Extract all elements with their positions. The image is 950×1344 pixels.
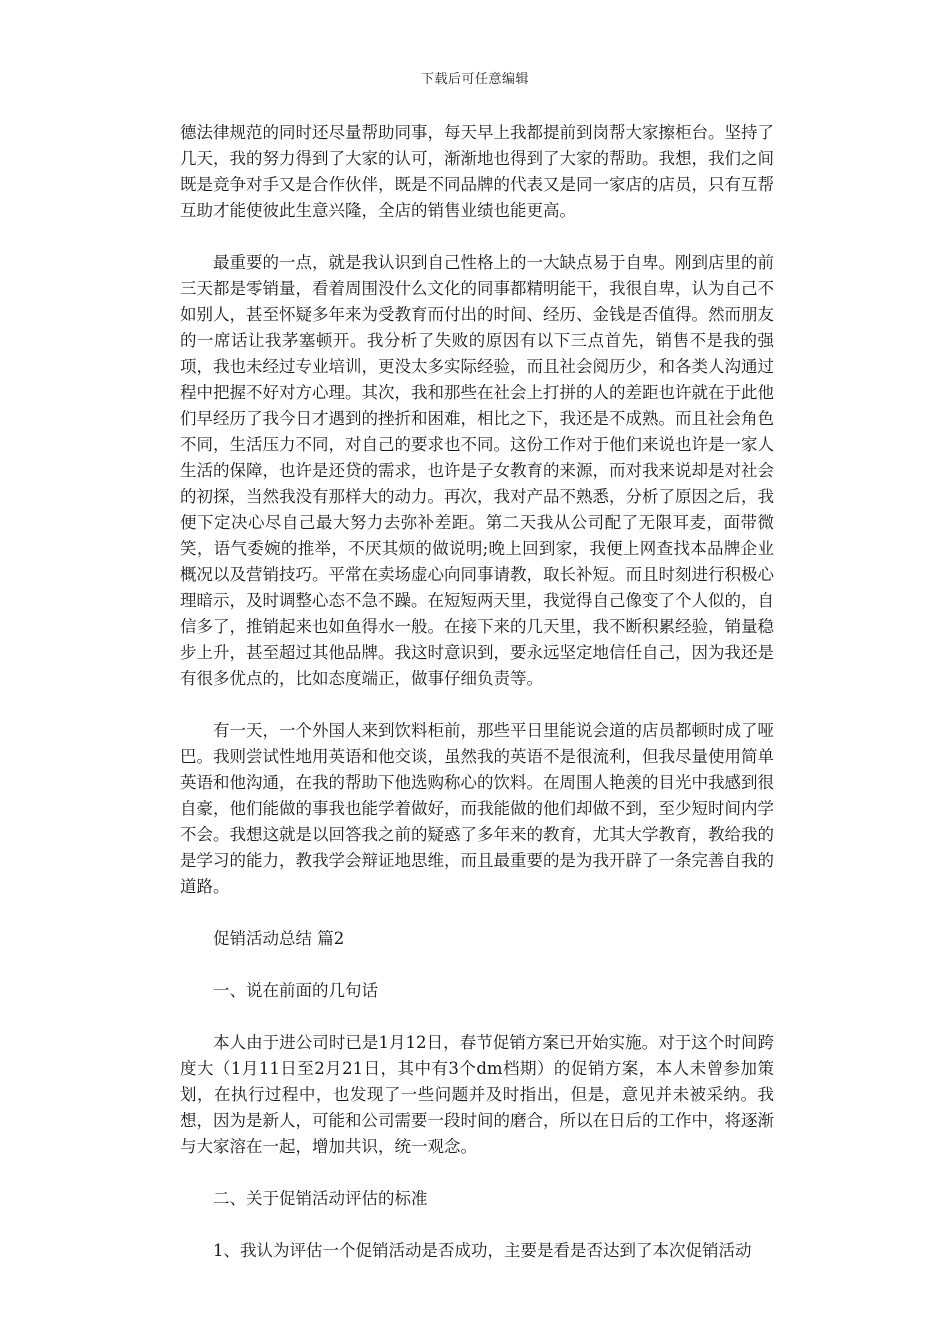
document-body [180,120,774,1264]
paragraph-intro: 本人由于进公司时已是1月12日，春节促销方案已开始实施。对于这个时间跨度大（1月11日至2月21日，其中有3个dm档期）的促销方案，本人未曾参加策划，在执行过程中，也发现了一些问题并及时指出，但是，意见并未被采纳。我想，因为是新人，可能和公司需要一段时间的磨合，所以在日后的工作中，将逐渐与大家溶在一起，增加共识，统一观念。 [180,1033,774,1156]
page-header: 下载后可任意编辑 [420,72,529,87]
subsection-heading-2: 二、关于促销活动评估的标准 [213,1189,428,1208]
paragraph-criteria: 1、我认为评估一个促销活动是否成功，主要是看是否达到了本次促销活动 [213,1241,752,1260]
paragraph-continued: 德法律规范的同时还尽量帮助同事，每天早上我都提前到岗帮大家擦柜台。坚持了几天，我的努力得到了大家的认可，渐渐地也得到了大家的帮助。我想，我们之间既是竞争对手又是合作伙伴，既是不同品牌的代表又是同一家店的店员，只有互帮互助才能使彼此生意兴隆，全店的销售业绩也能更高。 [180,123,774,220]
subsection-heading-1: 一、说在前面的几句话 [213,981,378,1000]
paragraph-foreigner: 有一天，一个外国人来到饮料柜前，那些平日里能说会道的店员都顿时成了哑巴。我则尝试性地用英语和他交谈，虽然我的英语不是很流利，但我尽量使用简单英语和他沟通，在我的帮助下他选购称心的饮料。在周围人艳羡的目光中我感到很自豪，他们能做的事我也能学着做好，而我能做的他们却做不到，至少短时间内学不会。我想这就是以回答我之前的疑惑了多年来的教育，尤其大学教育，教给我的是学习的能力，教我学会辩证地思维，而且最重要的是为我开辟了一条完善自我的道路。 [180,721,774,896]
paragraph-self-confidence: 最重要的一点，就是我认识到自己性格上的一大缺点易于自卑。刚到店里的前三天都是零销量，看着周围没什么文化的同事都精明能干，我很自卑，认为自己不如别人，甚至怀疑多年来为受教育而付出的时间、经历、金钱是否值得。然而朋友的一席话让我茅塞顿开。我分析了失败的原因有以下三点首先，销售不是我的强项，我也未经过专业培训，更没太多实际经验，而且社会阅历少，和各类人沟通过程中把握不好对方心理。其次，我和那些在社会上打拼的人的差距也许就在于此他们早经历了我今日才遇到的挫折和困难，相比之下，我还是不成熟。而且社会角色不同，生活压力不同，对自己的要求也不同。这份工作对于他们来说也许是一家人生活的保障，也许是还贷的需求，也许是子女教育的来源，而对我来说却是对社会的初探，当然我没有那样大的动力。再次，我对产品不熟悉，分析了原因之后，我便下定决心尽自己最大努力去弥补差距。第二天我从公司配了无限耳麦，面带微笑，语气委婉的推举，不厌其烦的做说明;晚上回到家，我便上网查找本品牌企业概况以及营销技巧。平常在卖场虚心向同事请教，取长补短。而且时刻进行积极心理暗示，及时调整心态不急不躁。在短短两天里，我觉得自己像变了个人似的，自信多了，推销起来也如鱼得水一般。在接下来的几天里，我不断积累经验，销量稳步上升，甚至超过其他品牌。我这时意识到，要永远坚定地信任自己，因为我还是有很多优点的，比如态度端正，做事仔细负责等。 [180,253,774,688]
section-title: 促销活动总结 篇2 [213,929,345,948]
